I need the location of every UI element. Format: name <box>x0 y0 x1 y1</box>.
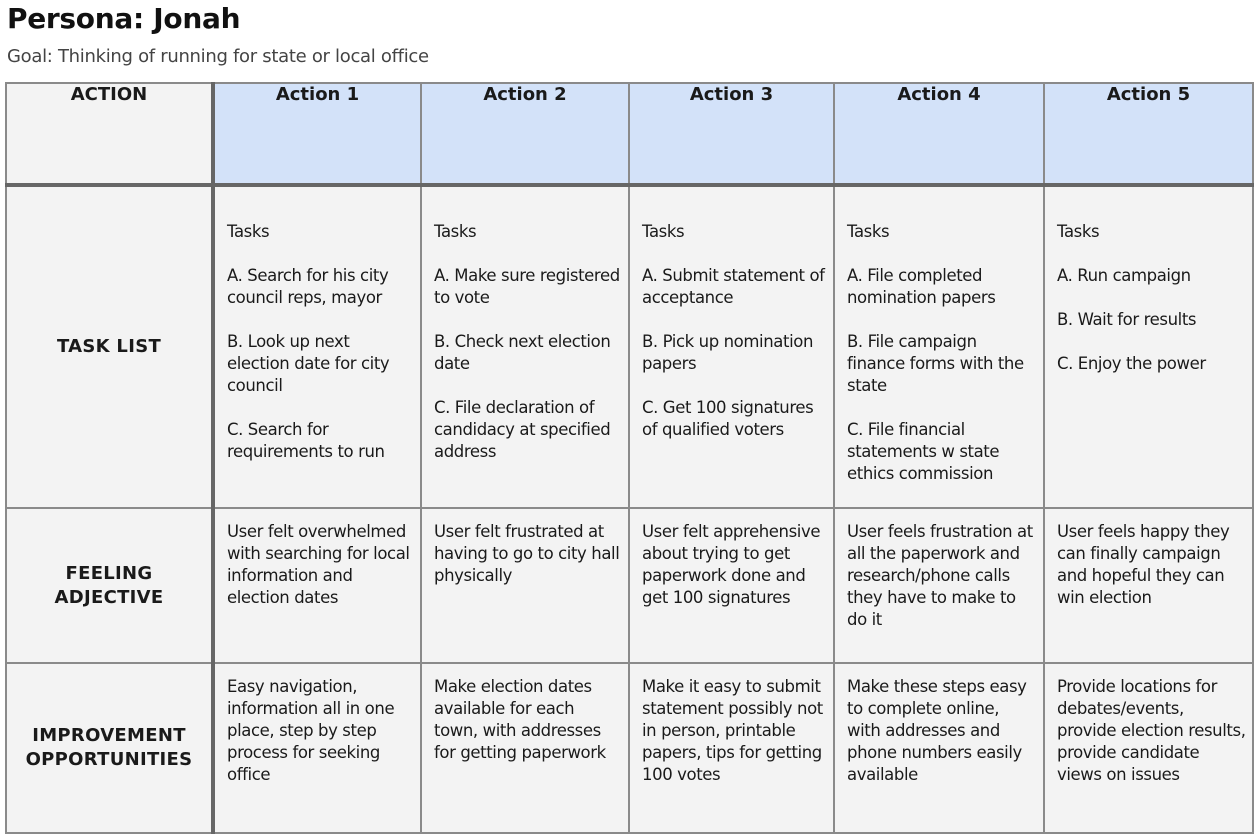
persona-goal: Goal: Thinking of running for state or local office <box>7 46 429 67</box>
journey-map-table <box>5 82 1254 834</box>
feeling-cell: User felt apprehensive about trying to get paperwork done and get 100 signatures <box>629 508 834 663</box>
task-line: B. Pick up nomination papers <box>642 332 814 373</box>
task-cell <box>421 185 629 508</box>
page-title: Persona: Jonah <box>7 2 241 35</box>
improvement-cell: Easy navigation, information all in one place, step by step process for seeking office <box>213 663 421 833</box>
header-row <box>6 83 1253 185</box>
improvement-cell: Provide locations for debates/events, provide election results, provide candidate views on issues <box>1044 663 1253 833</box>
task-line: C. File financial statements w state ethics commission <box>847 420 1000 483</box>
task-cell <box>834 185 1044 508</box>
row-label-line: ADJECTIVE <box>54 586 164 608</box>
task-line: B. File campaign finance forms with the state <box>847 332 1024 395</box>
action-header: Action 3 <box>629 83 834 185</box>
task-line: C. Get 100 signatures of qualified voters <box>642 398 814 439</box>
task-line: A. Search for his city council reps, mayor <box>227 266 389 307</box>
row-label-line: FEELING <box>65 562 153 584</box>
action-header: Action 5 <box>1044 83 1253 185</box>
task-cell <box>629 185 834 508</box>
feeling-cell: User feels frustration at all the paperwork and research/phone calls they have to make to do it <box>834 508 1044 663</box>
task-line: C. Search for requirements to run <box>227 420 385 461</box>
task-line: Tasks <box>1057 222 1100 241</box>
row-label-line: IMPROVEMENT <box>32 725 186 746</box>
task-cell <box>213 185 421 508</box>
action-header: Action 2 <box>421 83 629 185</box>
feeling-cell: User felt overwhelmed with searching for local information and election dates <box>213 508 421 663</box>
task-line: A. Run campaign <box>1057 266 1191 285</box>
task-line: Tasks <box>847 222 890 241</box>
feeling-cell: User felt frustrated at having to go to city hall physically <box>421 508 629 663</box>
improvement-cell: Make these steps easy to complete online, with addresses and phone numbers easily available <box>834 663 1044 833</box>
task-line: C. File declaration of candidacy at specified address <box>434 398 611 461</box>
task-line: B. Check next election date <box>434 332 611 373</box>
improvement-row <box>6 663 1253 833</box>
task-line: B. Wait for results <box>1057 310 1197 329</box>
task-line: Tasks <box>434 222 477 241</box>
task-list-row <box>6 185 1253 508</box>
task-line: A. Submit statement of acceptance <box>642 266 825 307</box>
row-label-improvement-opportunities <box>6 663 213 833</box>
task-line: B. Look up next election date for city council <box>227 332 390 395</box>
feeling-row <box>6 508 1253 663</box>
row-label-task-list: TASK LIST <box>6 185 213 508</box>
task-line: Tasks <box>227 222 270 241</box>
task-line: C. Enjoy the power <box>1057 354 1206 373</box>
improvement-cell: Make election dates available for each town, with addresses for getting paperwork <box>421 663 629 833</box>
action-header: Action 1 <box>213 83 421 185</box>
feeling-cell: User feels happy they can finally campaign and hopeful they can win election <box>1044 508 1253 663</box>
action-header: Action 4 <box>834 83 1044 185</box>
row-label-feeling-adjective <box>6 508 213 663</box>
task-cell <box>1044 185 1253 508</box>
task-line: A. File completed nomination papers <box>847 266 996 307</box>
improvement-cell: Make it easy to submit statement possibly not in person, printable papers, tips for getting 100 votes <box>629 663 834 833</box>
task-line: Tasks <box>642 222 685 241</box>
corner-header: ACTION <box>6 83 213 185</box>
row-label-line: OPPORTUNITIES <box>25 749 193 770</box>
task-line: A. Make sure registered to vote <box>434 266 620 307</box>
